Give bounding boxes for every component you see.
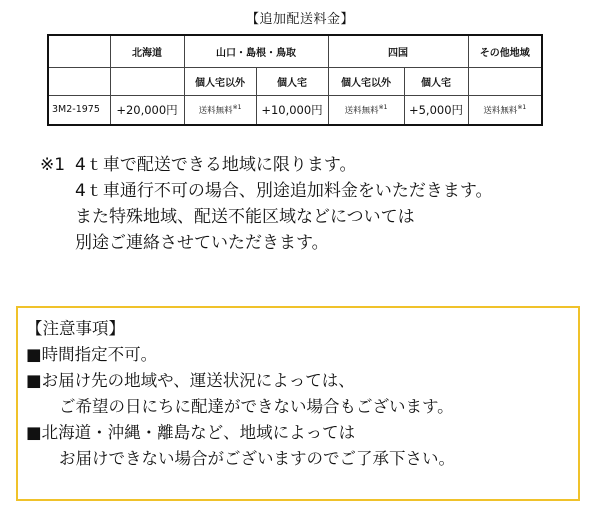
caution-title: 【注意事項】 (26, 319, 125, 338)
empty-subheader-cell (468, 67, 542, 95)
table-subheader-row (48, 67, 542, 95)
caution-box (16, 306, 580, 501)
fee-chugoku-business: 送料無料$^{※1}$ (184, 95, 256, 125)
fee-other: 送料無料$^{※1}$ (468, 95, 542, 125)
empty-header-cell (48, 35, 110, 67)
header-other: その他地域 (468, 35, 542, 67)
header-hokkaido: 北海道 (110, 35, 184, 67)
fee-chugoku-home: +10,000円 (256, 95, 328, 125)
table-caption: 【追加配送料金】 (245, 12, 354, 27)
fee-hokkaido: +20,000円 (110, 95, 184, 125)
footnote-line: ※1 4ｔ車で配送できる地域に限ります。 (40, 152, 600, 178)
product-code: 3M2-1975 (48, 95, 110, 125)
header-shikoku: 四国 (328, 35, 468, 67)
shipping-fee-table (47, 34, 543, 126)
fee-shikoku-home: +5,000円 (404, 95, 468, 125)
footnote-line: 4ｔ車通行不可の場合、別途追加料金をいただきます。 (75, 181, 493, 201)
subheader-shikoku-home: 個人宅 (404, 67, 468, 95)
table-header-row (48, 35, 542, 67)
fee-shikoku-business: 送料無料$^{※1}$ (328, 95, 404, 125)
subheader-chugoku-home: 個人宅 (256, 67, 328, 95)
subheader-shikoku-business: 個人宅以外 (328, 67, 404, 95)
footnote-line: また特殊地域、配送不能区域などについては (75, 207, 415, 227)
empty-subheader-cell (48, 67, 110, 95)
caution-item-continued: お届けできない場合がございますのでご了承下さい。 (59, 449, 455, 468)
caution-item: ■お届け先の地域や、運送状況によっては、 (26, 371, 355, 390)
subheader-chugoku-business: 個人宅以外 (184, 67, 256, 95)
empty-subheader-cell (110, 67, 184, 95)
caution-item: ■北海道・沖縄・離島など、地域によっては (26, 423, 356, 442)
header-chugoku: 山口・島根・鳥取 (184, 35, 328, 67)
footnote-mark: ※1 (40, 155, 66, 175)
caution-item-continued: ご希望の日にちに配達ができない場合もございます。 (59, 397, 454, 416)
table-row (48, 95, 542, 125)
caution-item: ■時間指定不可。 (26, 345, 158, 364)
footnote-block (40, 152, 600, 256)
footnote-line: 別途ご連絡させていただきます。 (75, 233, 329, 253)
